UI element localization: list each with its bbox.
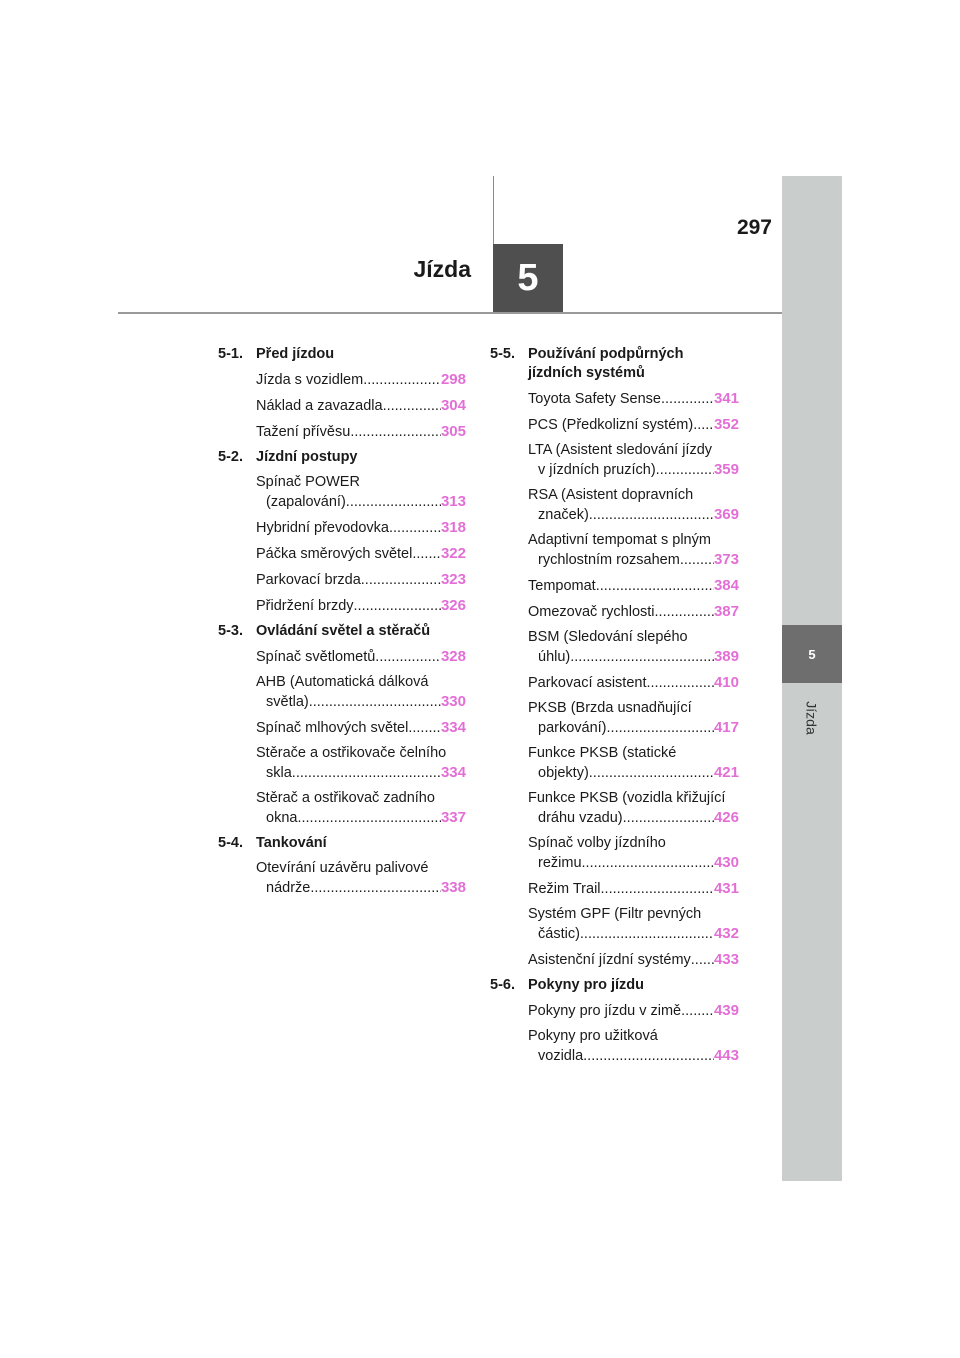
toc-section-heading [218,345,466,364]
toc-entry[interactable] [528,1027,739,1066]
toc-leader-dots [596,577,714,596]
toc-page-link[interactable]: 373 [713,551,739,568]
toc-entry[interactable] [528,905,739,944]
toc-entry-line [528,602,739,622]
toc-entry-text: skla [266,765,292,781]
toc-entry[interactable] [528,1001,739,1021]
toc-entry-line [528,924,739,944]
toc-entry-line [528,853,739,873]
toc-right-column [490,345,739,1072]
toc-entry-line [256,878,466,898]
toc-page-link[interactable]: 417 [713,719,739,736]
toc-entry-line [528,531,739,550]
toc-leader-dots [580,925,714,944]
toc-page-link[interactable]: 359 [713,461,739,478]
toc-entry[interactable] [528,576,739,596]
toc-entry[interactable] [528,389,739,409]
toc-entry-line [256,808,466,828]
toc-entry-line [256,396,466,416]
toc-page-link[interactable]: 304 [440,397,466,414]
toc-entry-line [256,692,466,712]
toc-section-heading [218,448,466,467]
toc-entry-line [528,486,739,505]
toc-entry-text: Funkce PKSB (vozidla křižující [528,790,726,806]
toc-leader-dots [691,951,714,970]
toc-entry-text: úhlu) [538,649,571,665]
toc-leader-dots [693,416,714,435]
toc-leader-dots [361,571,441,590]
toc-leader-dots [623,809,714,828]
toc-leader-dots [681,1002,714,1021]
toc-entry-text: PKSB (Brzda usnadňující [528,700,692,716]
toc-entry-text: rychlostním rozsahem [538,552,680,568]
toc-section-title: Před jízdou [256,346,335,362]
toc-entry-line [256,673,466,692]
toc-leader-dots [655,603,714,622]
toc-entry-line [528,415,739,435]
toc-entry-text: Stěrač a ostřikovač zadního [256,790,435,806]
toc-entry-text: částic) [538,926,580,942]
toc-leader-dots [656,461,714,480]
toc-entry-line [256,718,466,738]
toc-entry[interactable] [528,531,739,570]
header-horizontal-divider [118,312,782,314]
toc-leader-dots [363,371,441,390]
toc-entry-line [528,834,739,853]
toc-page-link[interactable]: 322 [440,545,466,562]
toc-entry-line [528,699,739,718]
toc-leader-dots [310,879,441,898]
chapter-title: Jízda [413,256,471,282]
toc-leader-dots [297,809,441,828]
toc-page-link[interactable]: 323 [440,571,466,588]
toc-page-link[interactable]: 298 [440,371,466,388]
toc-entry-text: Hybridní převodovka [256,520,389,536]
toc-entry[interactable] [256,744,466,783]
toc-entry-text: dráhu vzadu) [538,810,623,826]
toc-page-link[interactable]: 387 [713,603,739,620]
toc-section-number: 5-3. [218,623,243,639]
toc-entry-text: Jízda s vozidlem [256,372,364,388]
toc-leader-dots [412,545,441,564]
toc-section-title: Používání podpůrných jízdních systémů [528,346,684,381]
toc-page-link[interactable]: 305 [440,423,466,440]
toc-entry-text: Adaptivní tempomat s plným [528,532,711,548]
toc-entry-line [528,1027,739,1046]
toc-entry-text: značek) [538,507,589,523]
toc-entry-text: Tažení přívěsu [256,424,351,440]
toc-entry-text: objekty) [538,765,589,781]
toc-entry-line [528,718,739,738]
toc-leader-dots [607,719,714,738]
toc-entry-text: Asistenční jízdní systémy [528,952,691,968]
toc-leader-dots [570,648,714,667]
toc-page-link[interactable]: 384 [713,577,739,594]
side-tab-chapter-number[interactable]: 5 [782,625,842,683]
toc-entry-text: Parkovací brzda [256,572,361,588]
toc-entry-text: RSA (Asistent dopravních [528,487,694,503]
side-tab-label-text: Jízda [804,701,820,735]
toc-entry-text: Spínač POWER [256,474,360,490]
toc-entry-text: Režim Trail [528,881,601,897]
toc-entry[interactable] [256,396,466,416]
toc-entry[interactable] [256,422,466,442]
toc-page-link[interactable]: 431 [713,880,739,897]
toc-leader-dots [583,1047,714,1066]
toc-entry-line [528,950,739,970]
toc-entry-text: BSM (Sledování slepého [528,629,688,645]
toc-entry-line [528,744,739,763]
toc-page-link[interactable]: 410 [713,674,739,691]
toc-page-link[interactable]: 389 [713,648,739,665]
toc-entry[interactable] [256,647,466,667]
toc-page-link[interactable]: 330 [440,693,466,710]
toc-entry-line [256,473,466,492]
toc-section-heading [490,976,739,995]
toc-entry-line [256,789,466,808]
toc-leader-dots [680,551,714,570]
toc-entry-line [528,879,739,899]
toc-entry[interactable] [528,950,739,970]
toc-entry-text: LTA (Asistent sledování jízdy [528,442,713,458]
toc-entry[interactable] [256,859,466,898]
toc-entry-text: Systém GPF (Filtr pevných [528,906,702,922]
toc-page-link[interactable]: 328 [440,648,466,665]
toc-leader-dots [408,719,441,738]
toc-entry-line [528,1046,739,1066]
toc-entry[interactable] [528,415,739,435]
toc-entry-text: v jízdních pruzích) [538,462,656,478]
toc-entry[interactable] [528,879,739,899]
toc-entry-text: nádrže [266,880,311,896]
toc-entry[interactable] [256,596,466,616]
toc-entry-line [256,859,466,878]
toc-entry-text: režimu [538,855,582,871]
toc-leader-dots [589,764,714,783]
toc-entry-line [256,647,466,667]
toc-entry-text: světla) [266,694,309,710]
toc-page-link[interactable]: 433 [713,951,739,968]
toc-entry-text: (zapalování) [266,494,346,510]
toc-entry[interactable] [256,718,466,738]
toc-entry-text: vozidla [538,1048,584,1064]
toc-section-title: Ovládání světel a stěračů [256,623,431,639]
toc-entry-text: Náklad a zavazadla [256,398,383,414]
toc-section-title: Pokyny pro jízdu [528,977,645,993]
toc-entry-text: Páčka směrových světel [256,546,413,562]
toc-section-number: 5-5. [490,346,515,362]
toc-page-link[interactable]: 421 [713,764,739,781]
toc-entry[interactable] [528,628,739,667]
toc-entry-line [528,441,739,460]
toc-page-link[interactable]: 334 [440,719,466,736]
toc-entry-line [256,370,466,390]
toc-section-number: 5-2. [218,449,243,465]
toc-entry[interactable] [256,370,466,390]
toc-page-link[interactable]: 313 [440,493,466,510]
toc-section-number: 5-1. [218,346,243,362]
toc-entry[interactable] [528,699,739,738]
toc-page-link[interactable]: 432 [713,925,739,942]
chapter-number-box: 5 [493,244,563,312]
toc-leader-dots [292,764,441,783]
toc-leader-dots [354,597,441,616]
toc-entry-text: Omezovač rychlosti [528,604,655,620]
toc-leader-dots [646,674,713,693]
toc-entry-line [528,808,739,828]
toc-page-link[interactable]: 426 [713,809,739,826]
toc-entry-line [256,596,466,616]
toc-entry-line [528,505,739,525]
toc-entry[interactable] [256,473,466,512]
toc-entry[interactable] [528,486,739,525]
toc-leader-dots [383,397,441,416]
toc-section-number: 5-4. [218,835,243,851]
toc-page-link[interactable]: 338 [440,879,466,896]
toc-page-link[interactable]: 334 [440,764,466,781]
toc-entry-text: Otevírání uzávěru palivové [256,860,429,876]
side-tab-label [782,688,842,748]
toc-entry-line [528,550,739,570]
toc-entry-line [528,647,739,667]
toc-leader-dots [346,493,441,512]
toc-page-link[interactable]: 369 [713,506,739,523]
toc-entry[interactable] [528,744,739,783]
toc-leader-dots [389,519,441,538]
toc-entry[interactable] [528,673,739,693]
toc-page-link[interactable]: 352 [713,416,739,433]
toc-page-link[interactable]: 443 [713,1047,739,1064]
toc-entry-line [256,492,466,512]
toc-entry[interactable] [256,673,466,712]
toc-entry-text: AHB (Automatická dálková [256,674,429,690]
toc-entry-line [256,422,466,442]
toc-entry-text: Funkce PKSB (statické [528,745,677,761]
toc-entry-line [528,460,739,480]
toc-section-number: 5-6. [490,977,515,993]
toc-leader-dots [582,854,714,873]
toc-entry-text: Spínač mlhových světel [256,720,409,736]
toc-entry-line [528,576,739,596]
toc-entry-line [528,628,739,647]
toc-page-link[interactable]: 318 [440,519,466,536]
header-vertical-divider [493,176,494,244]
toc-entry[interactable] [528,602,739,622]
toc-page-link[interactable]: 341 [713,390,739,407]
toc-entry-line [256,544,466,564]
toc-entry[interactable] [256,570,466,590]
toc-entry-line [528,389,739,409]
toc-left-column [218,345,466,904]
toc-entry[interactable] [256,544,466,564]
toc-leader-dots [350,423,441,442]
toc-section-heading [490,345,739,383]
toc-entry[interactable] [256,518,466,538]
toc-leader-dots [601,880,714,899]
toc-entry-text: PCS (Předkolizní systém) [528,417,694,433]
toc-page-link[interactable]: 430 [713,854,739,871]
toc-page-link[interactable]: 337 [440,809,466,826]
toc-section-title: Tankování [256,835,327,851]
toc-entry-text: Pokyny pro jízdu v zimě [528,1003,682,1019]
toc-leader-dots [375,648,441,667]
toc-entry-text: Pokyny pro užitková [528,1028,658,1044]
page-number: 297 [736,216,772,239]
toc-entry-line [528,789,739,808]
toc-leader-dots [661,390,714,409]
toc-entry-line [528,905,739,924]
toc-entry[interactable] [528,441,739,480]
toc-entry-text: Parkovací asistent [528,675,647,691]
toc-entry-text: Stěrače a ostřikovače čelního [256,745,447,761]
toc-entry-line [256,570,466,590]
toc-entry-text: Spínač světlometů [256,649,376,665]
toc-entry-text: Přidržení brzdy [256,598,354,614]
toc-entry-text: parkování) [538,720,607,736]
toc-entry[interactable] [528,834,739,873]
toc-entry[interactable] [256,789,466,828]
toc-leader-dots [309,693,441,712]
toc-entry-text: Toyota Safety Sense [528,391,661,407]
toc-section-title: Jízdní postupy [256,449,358,465]
toc-entry-line [528,673,739,693]
toc-section-heading [218,622,466,641]
toc-entry-text: okna [266,810,298,826]
toc-entry-line [528,763,739,783]
toc-page-link[interactable]: 326 [440,597,466,614]
toc-entry-line [256,763,466,783]
toc-entry-line [256,518,466,538]
toc-entry-text: Tempomat [528,578,596,594]
toc-section-heading [218,834,466,853]
toc-entry-line [256,744,466,763]
toc-leader-dots [589,506,714,525]
toc-page-link[interactable]: 439 [713,1002,739,1019]
toc-entry-text: Spínač volby jízdního [528,835,666,851]
toc-entry[interactable] [528,789,739,828]
toc-entry-line [528,1001,739,1021]
